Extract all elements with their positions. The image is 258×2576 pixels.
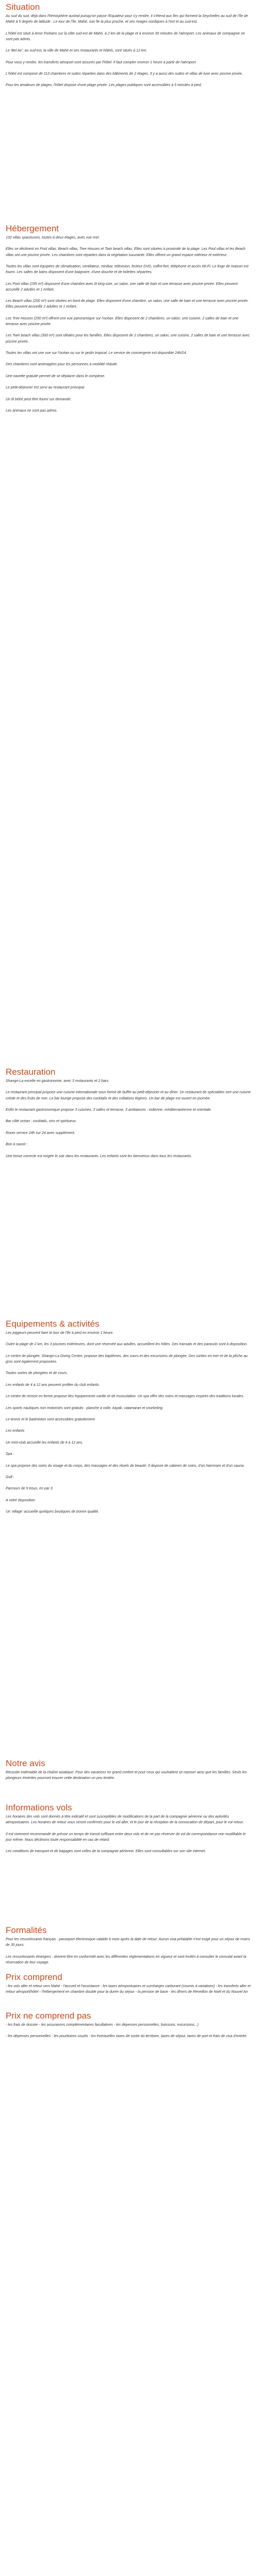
- paragraph-gap: [6, 1843, 252, 1849]
- section-paragraph: - les frais de dossier - les assurances complémentaires facultatives - les dépenses personnelles, boissons, excursions...): [6, 2023, 199, 2027]
- paragraph-gap: [6, 1492, 252, 1497]
- section-paragraph: Elles se déclinent en Pool villas, Beach villas, Tree Houses et Twin beach villas. Elles sont situées à proximité de la plage. Les Pool villas et les Beach villas ont une piscine privée. Les chambres sont réparties dans la végétation luxuriante. Elles offrent un grand espace intérieur et extérieur.: [6, 247, 246, 257]
- section-title: Prix ne comprend pas: [6, 2011, 91, 2021]
- paragraph-gap: [6, 356, 252, 362]
- section: [6, 224, 252, 419]
- section-paragraph: Le restaurant principal propose une cuisine internationale sous forme de buffet au petit-déjeuner et au dîner. Un restaurant de spécialités sert une cuisine créole et des fruits de mer. Le bar lounge propose des cocktails et des collations légères. Un bar de plage est ouvert en journée.: [6, 1091, 251, 1100]
- paragraph-gap: [6, 414, 252, 419]
- paragraph-gap: [6, 1113, 252, 1118]
- section: [6, 2, 252, 94]
- section-title: Hébergement: [6, 224, 59, 233]
- section-paragraph: A votre disposition: [6, 1498, 35, 1502]
- paragraph-gap: [6, 391, 252, 396]
- section: [6, 1803, 252, 1860]
- section-paragraph: Pour les ressortissants français : passeport électronique valable 6 mois après la date de retour. Aucun visa préalable n'est exigé pour un séjour de moins de 30 jours.: [6, 1938, 250, 1947]
- paragraph-gap: [6, 54, 252, 59]
- paragraph-gap: [6, 1825, 252, 1831]
- section-paragraph: - les vols aller et retour vers Mahé - l'accueil et l'assistance - les taxes aéroportuaires et surcharges carburant (soumis à variations) - les transferts aller et retour aéroport/hôtel - l'hébergement en chambre double pour la durée du séjour - la pension de base - les dîners de Réveillon de Noël et du Nouvel An: [6, 1985, 251, 1994]
- section-paragraph: Room service 24h sur 24 avec supplément.: [6, 1131, 75, 1135]
- section: [6, 1067, 252, 1165]
- section-paragraph: Une navette gratuite permet de se déplacer dans le complexe.: [6, 374, 106, 378]
- paragraph-gap: [6, 379, 252, 385]
- paragraph-gap: [6, 1377, 252, 1382]
- paragraph-gap: [6, 1388, 252, 1394]
- section-paragraph: Les Twin beach villas (300 m²) sont idéales pour les familles. Elles disposent de 2 chambres, un salon, une cuisine, 2 salles de bain et une terrasse avec piscine privée.: [6, 334, 250, 344]
- section-title: Situation: [6, 2, 40, 12]
- paragraph-gap: [6, 402, 252, 408]
- section: [6, 1925, 252, 1971]
- section-paragraph: Toutes sortes de plongées et de cours.: [6, 1371, 68, 1376]
- section-paragraph: Les enfants: [6, 1429, 25, 1433]
- section-paragraph: Les joggeurs peuvent faire le tour de l'île à pied en environ 1 heure.: [6, 1331, 114, 1335]
- section-paragraph: Le petit-déjeuner est servi au restaurant principal.: [6, 386, 85, 390]
- section-paragraph: Golf :: [6, 1475, 14, 1479]
- section-paragraph: Une tenue correcte est exigée le soir dans les restaurants. Les enfants sont les bienvenus dans tous les restaurants.: [6, 1154, 192, 1158]
- section-paragraph: Shangri-La excelle en gastronomie, avec 3 restaurants et 2 bars.: [6, 1079, 109, 1083]
- section-paragraph: Parcours de 9 trous, en par 3.: [6, 1487, 54, 1491]
- section-paragraph: L'hôtel est composé de 113 chambres et suites réparties dans des bâtiments de 2 étages. Il y a aussi des suites et villas de luxe avec piscine privée.: [6, 72, 243, 76]
- paragraph-gap: [6, 1125, 252, 1130]
- section-paragraph: Le centre de remise en forme propose des équipements cardio et de musculation. Un spa offre des soins et massages inspirés des traditions locales.: [6, 1395, 245, 1399]
- section-paragraph: - les dépenses personnelles - les pourboires usuels - les éventuelles taxes de sortie du territoire, taxes de séjour, taxes de port et frais de visa d'entrée.: [6, 2035, 248, 2039]
- section-paragraph: Les conditions de transport et de bagages sont celles de la compagnie aérienne. Elles sont consultables sur son site internet.: [6, 1850, 206, 1854]
- section-paragraph: Outre la plage de 2 km, les 3 piscines extérieures, dont une réservée aux adultes, accueillent les hôtes. Des transats et des parasols sont à disposition.: [6, 1343, 248, 1347]
- paragraph-gap: [6, 1965, 252, 1971]
- section-paragraph: L'hôtel est situé à Anse Forbans sur la côte sud-est de Mahé, à 2 km de la plage et à environ 30 minutes de l'aéroport. Les animaux de compagnie ne sont pas admis.: [6, 31, 245, 41]
- paragraph-gap: [6, 1136, 252, 1142]
- paragraph-gap: [6, 1159, 252, 1165]
- section-paragraph: Pour vous y rendre, les transferts aéroport sont assurés par l'hôtel. Il faut compter environ 1 heure à partir de l'aéroport.: [6, 60, 197, 64]
- section-paragraph: Un mini-club accueille les enfants de 4 à 12 ans.: [6, 1440, 84, 1445]
- section-paragraph: Bar côté océan : cocktails, vins et spiritueux.: [6, 1120, 77, 1124]
- section-title: Informations vols: [6, 1803, 72, 1812]
- section: [6, 1972, 252, 2001]
- section-paragraph: Au sud du sud, déjà dans l'hémisphère austral puisqu'on passe l'Equateur pour s'y rendre, il s'étend aux îles qui forment la Seychelles au sud de l'île de Mahé à 5 degrés de latitude : Le tour de l'île, Mahé, son île la plus proche, et ses rivages nordiques à l'est et au sud-est.: [6, 14, 248, 24]
- paragraph-gap: [6, 1781, 252, 1787]
- paragraph-gap: [6, 1084, 252, 1090]
- section-paragraph: Réussite indéniable de la chaîne asiatique. Pour des vacances en grand confort et pour ceux qui souhaitent se reposer ainsi que les familles. Seuls les plongeurs émérites pourront trouver cette destination un peu limitée.: [6, 1771, 247, 1781]
- paragraph-gap: [6, 65, 252, 71]
- section-paragraph: Pour les amateurs de plages, l'hôtel dispose d'une plage privée. Les plages publiques sont accessibles à 5 minutes à pied.: [6, 83, 202, 88]
- paragraph-gap: [6, 310, 252, 316]
- section-paragraph: Les ressortissants étrangers : doivent être en conformité avec les différentes réglementations en vigueur et sont invités à consulter le consulat avant la réservation de leur voyage.: [6, 1955, 247, 1964]
- paragraph-gap: [6, 1480, 252, 1486]
- section-paragraph: Des chambres sont aménagées pour les personnes à mobilité réduite.: [6, 363, 118, 367]
- section-paragraph: Le centre de plongée, Shangri-La Diving Centre, propose des baptêmes, des cours et des excursions de plongée. Des sorties en mer et de la pêche au gros sont également proposées.: [6, 1354, 248, 1364]
- section-paragraph: Les animaux ne sont pas admis.: [6, 409, 58, 413]
- paragraph-gap: [6, 345, 252, 350]
- paragraph-gap: [6, 1446, 252, 1451]
- paragraph-gap: [6, 89, 252, 94]
- section-paragraph: Les Beach villas (200 m²) sont situées en bord de plage. Elles disposent d'une chambre, un salon, une salle de bain et une terrasse avec piscine privée. Elles peuvent accueillir 2 adultes et 1 enfant.: [6, 299, 249, 309]
- paragraph-gap: [6, 1399, 252, 1405]
- section-paragraph: Un lit bébé peut être fourni sur demande.: [6, 397, 72, 401]
- section-paragraph: Le spa propose des soins du visage et du corps, des massages et des rituels de beauté. Il dispose de cabines de soins, d'un hammam et d'un sauna.: [6, 1464, 245, 1468]
- section-paragraph: Les sports nautiques non motorisés sont gratuits : planche à voile, kayak, catamaran et snorkeling.: [6, 1406, 164, 1410]
- paragraph-gap: [6, 1365, 252, 1370]
- paragraph-gap: [6, 1995, 252, 2001]
- section: [6, 2011, 252, 2045]
- section-paragraph: Les Tree Houses (250 m²) offrent une vue panoramique sur l'océan. Elles disposent de 2 chambres, un salon, une cuisine, 2 salles de bain et une terrasse avec piscine privée.: [6, 316, 239, 326]
- paragraph-gap: [6, 293, 252, 298]
- paragraph-gap: [6, 1457, 252, 1463]
- paragraph-gap: [6, 327, 252, 333]
- section-paragraph: Le tennis et le badminton sont accessibles gratuitement.: [6, 1417, 96, 1421]
- paragraph-gap: [6, 1854, 252, 1860]
- section-title: Restauration: [6, 1067, 56, 1077]
- section-paragraph: Enfin le restaurant gastronomique propose 3 cuisines, 3 salles et terrasse, 3 ambiances : indienne, méditerranéenne et orientale.: [6, 1108, 212, 1112]
- paragraph-gap: [6, 25, 252, 30]
- section-paragraph: Le 'Bel Air', au sud-est, la ville de Mahé et ses restaurants et hôtels, sont situés à 12 km.: [6, 49, 147, 53]
- section-paragraph: Les Pool villas (195 m²) disposent d'une chambre avec lit king-size, un salon, une salle de bain et une terrasse avec piscine privée. Elles peuvent accueillir 2 adultes et 1 enfant.: [6, 282, 238, 292]
- section-paragraph: Il est vivement recommandé de prévoir un temps de transit suffisant entre deux vols et de ne pas réserver de vol de correspondance non modifiable le jour même. Nous déclinons toute responsabilité en cas de retard.: [6, 1832, 246, 1842]
- section-paragraph: Spa :: [6, 1452, 14, 1456]
- paragraph-gap: [6, 1503, 252, 1509]
- paragraph-gap: [6, 258, 252, 264]
- paragraph-gap: [6, 275, 252, 281]
- section-paragraph: Bon à savoir :: [6, 1143, 28, 1147]
- paragraph-gap: [6, 77, 252, 82]
- section-title: Prix comprend: [6, 1972, 62, 1982]
- section-paragraph: Un 'village' accueille quelques boutiques de bonne qualité.: [6, 1510, 99, 1514]
- section: [6, 1758, 252, 1787]
- paragraph-gap: [6, 1336, 252, 1342]
- paragraph-gap: [6, 1948, 252, 1954]
- section-title: Equipements & activités: [6, 1319, 100, 1329]
- paragraph-gap: [6, 1515, 252, 1520]
- section-paragraph: Toutes les villas ont une vue sur l'océan ou sur le jardin tropical. Le service de conciergerie est disponible 24h/24.: [6, 351, 187, 355]
- paragraph-gap: [6, 2040, 252, 2045]
- paragraph-gap: [6, 368, 252, 374]
- paragraph-gap: [6, 2028, 252, 2033]
- section-paragraph: Toutes les villas sont équipées de climatisation, ventilateur, minibar, télévision, lecteur DVD, coffre-fort, téléphone et accès Wi-Fi. Le linge de maison est fourni. Les salles de bains disposent d'une baignoire, d'une douche et de toilettes séparées.: [6, 264, 249, 275]
- section-title: Formalités: [6, 1925, 47, 1935]
- section: [6, 1319, 252, 1520]
- paragraph-gap: [6, 1434, 252, 1440]
- paragraph-gap: [6, 1101, 252, 1107]
- paragraph-gap: [6, 1348, 252, 1353]
- paragraph-gap: [6, 1411, 252, 1417]
- section-paragraph: Les horaires des vols sont donnés à titre indicatif et sont susceptibles de modifications de la part de la compagnie aérienne ou des autorités aéroportuaires. Les horaires de retour vous seront confirmés pour le vol aller, et le jour de la réception de la convocation de départ, pour le vol retour.: [6, 1815, 244, 1825]
- paragraph-gap: [6, 241, 252, 246]
- section-title: Notre avis: [6, 1758, 45, 1768]
- section-paragraph: Les enfants de 4 à 12 ans peuvent profiter du club enfants.: [6, 1383, 100, 1387]
- section-paragraph: 132 villas spacieuses, toutes à deux étages, avec vue mer.: [6, 236, 100, 240]
- paragraph-gap: [6, 1469, 252, 1475]
- paragraph-gap: [6, 1147, 252, 1153]
- paragraph-gap: [6, 1422, 252, 1428]
- paragraph-gap: [6, 42, 252, 48]
